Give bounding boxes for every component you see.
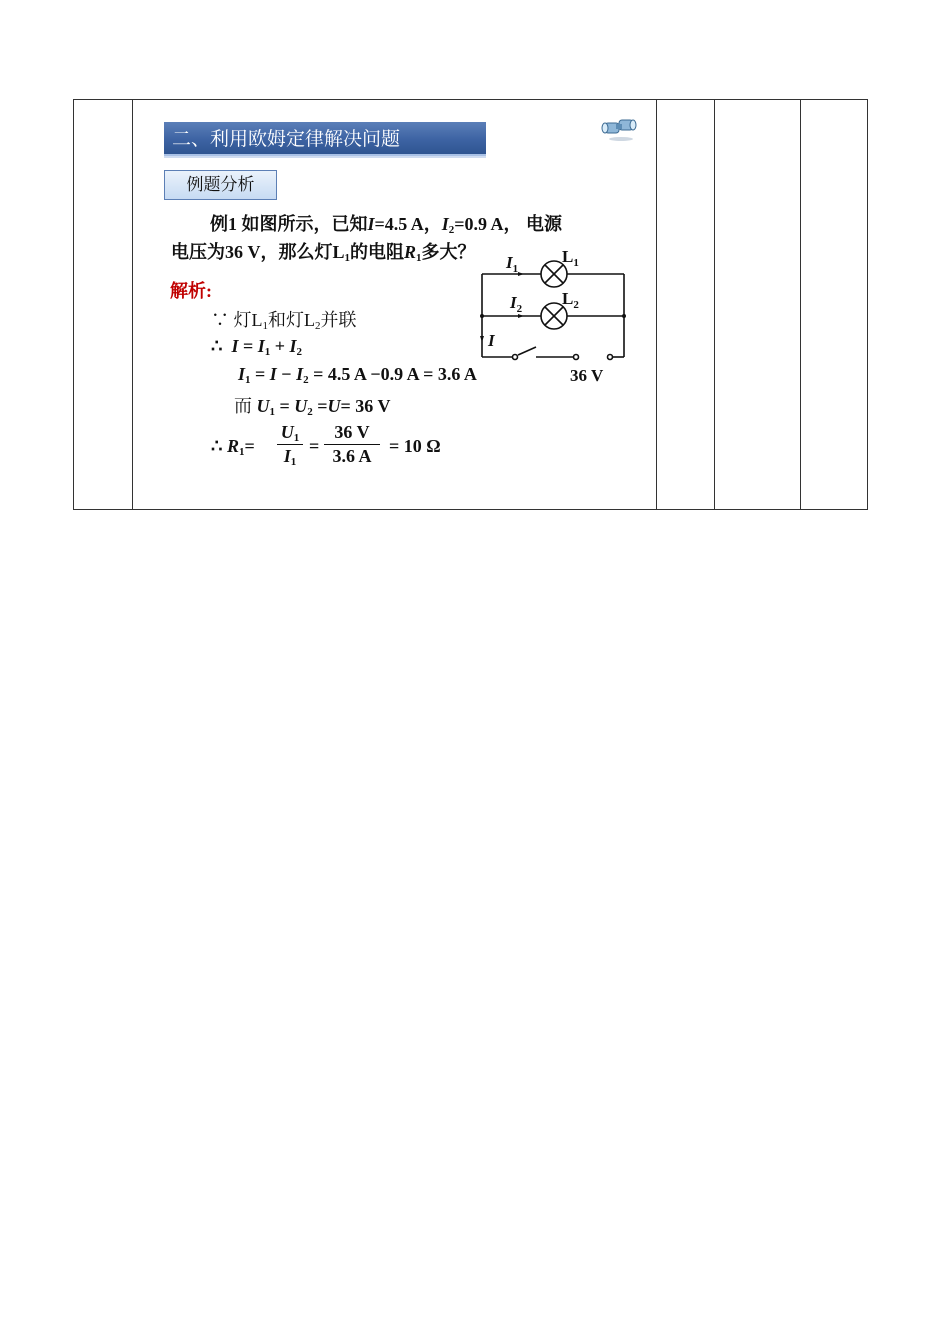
fraction-denominator: I — [283, 446, 291, 466]
label-l1: $L_1$ — [562, 247, 579, 269]
fraction-bar — [324, 444, 380, 445]
step-text: 而 — [234, 396, 257, 416]
column-divider — [656, 100, 657, 509]
question-text: 多大？ — [421, 242, 476, 262]
question-text: =4.5 A， — [374, 214, 442, 234]
switch-terminal — [513, 355, 518, 360]
fraction-denominator: 3.6 A — [332, 446, 372, 466]
battery-terminal — [574, 355, 579, 360]
symbol-current: I — [296, 364, 304, 384]
fraction-bar — [277, 444, 303, 445]
subscript: 1 — [416, 252, 422, 264]
label-voltage: 36 V — [570, 366, 604, 385]
equals: = — [312, 396, 328, 416]
symbol-voltage: U — [256, 396, 270, 416]
symbol-current: I — [441, 214, 449, 234]
equals: = — [244, 436, 255, 456]
section-heading — [164, 122, 486, 156]
junction-dot — [622, 314, 626, 318]
symbol-current: I — [238, 364, 246, 384]
fraction-numerator: 36 V — [334, 422, 370, 442]
fraction-numerator: U — [280, 422, 294, 442]
circuit-diagram — [478, 240, 638, 400]
subscript: 2 — [315, 320, 321, 332]
subscript: 1 — [344, 252, 351, 264]
equals-sign: = — [309, 436, 320, 456]
equals: = — [250, 364, 270, 384]
subscript: 1 — [290, 456, 297, 468]
question-text: 的电阻 — [350, 242, 405, 262]
symbol-voltage: U — [327, 396, 341, 416]
subscript: 1 — [238, 446, 245, 458]
equals: = — [275, 396, 295, 416]
step-text: = 36 V — [340, 396, 391, 416]
solution-step-2 — [211, 336, 302, 357]
question-text: 例1 如图所示，已知 — [210, 214, 368, 234]
symbol-resistance: R — [226, 436, 239, 456]
symbol-current: I — [231, 336, 239, 356]
battery-terminal — [608, 355, 613, 360]
example-analysis-badge: 例题分析 — [164, 170, 277, 200]
binoculars-icon — [599, 114, 639, 142]
therefore-symbol: ∴ — [211, 436, 227, 456]
solution-step-3 — [238, 364, 477, 385]
analysis-label: 解析: — [170, 281, 212, 301]
column-divider — [714, 100, 715, 509]
symbol-resistance: R — [404, 242, 417, 262]
subscript: 2 — [307, 406, 313, 418]
question-text: =0.9 A， 电源 — [454, 214, 563, 234]
subscript: 1 — [262, 320, 268, 332]
symbol-current: I — [367, 214, 375, 234]
subscript: 1 — [269, 406, 275, 418]
minus: − — [276, 364, 297, 384]
fraction-u1-over-i1 — [277, 422, 303, 467]
symbol-current: I — [257, 336, 265, 356]
column-divider — [800, 100, 801, 509]
question-line-2 — [171, 238, 476, 264]
question-text: 电压为36 V，那么灯L — [171, 242, 345, 262]
symbol-current: I — [269, 364, 277, 384]
label-i: I — [488, 331, 495, 350]
current-arrow-icon — [518, 272, 524, 276]
step-text: 和灯L — [268, 310, 315, 330]
subscript: 1 — [264, 346, 271, 358]
label-i2: $I_2$ — [510, 293, 523, 315]
solution-step-1 — [211, 306, 357, 332]
current-arrow-icon — [480, 336, 484, 342]
subscript: 1 — [245, 374, 251, 386]
step-text: = 4.5 A −0.9 A = 3.6 A — [308, 364, 477, 384]
symbol-current: I — [289, 336, 297, 356]
symbol-voltage: U — [294, 396, 308, 416]
plus: + — [270, 336, 290, 356]
step-text: ∵ 灯L — [211, 310, 263, 330]
therefore-symbol: ∴ — [211, 336, 223, 356]
subscript: 2 — [303, 374, 309, 386]
solution-step-5 — [211, 436, 255, 457]
question-line-1 — [210, 210, 562, 236]
label-l2: $L_2$ — [562, 289, 579, 311]
step-text: 并联 — [320, 310, 357, 330]
subscript: 1 — [293, 432, 300, 444]
junction-dot — [480, 314, 484, 318]
slide-content — [133, 100, 655, 509]
solution-step-4 — [234, 392, 390, 418]
result-value: = 10 Ω — [389, 436, 441, 456]
section-heading-text: 二、利用欧姆定律解决问题 — [172, 128, 401, 150]
subscript: 2 — [296, 346, 303, 358]
equals: = — [238, 336, 258, 356]
label-i1: $I_1$ — [506, 253, 519, 275]
heading-underline — [164, 156, 486, 158]
switch-blade — [518, 347, 536, 355]
fraction-36v-over-3-6a — [324, 422, 380, 467]
subscript: 2 — [448, 224, 455, 236]
